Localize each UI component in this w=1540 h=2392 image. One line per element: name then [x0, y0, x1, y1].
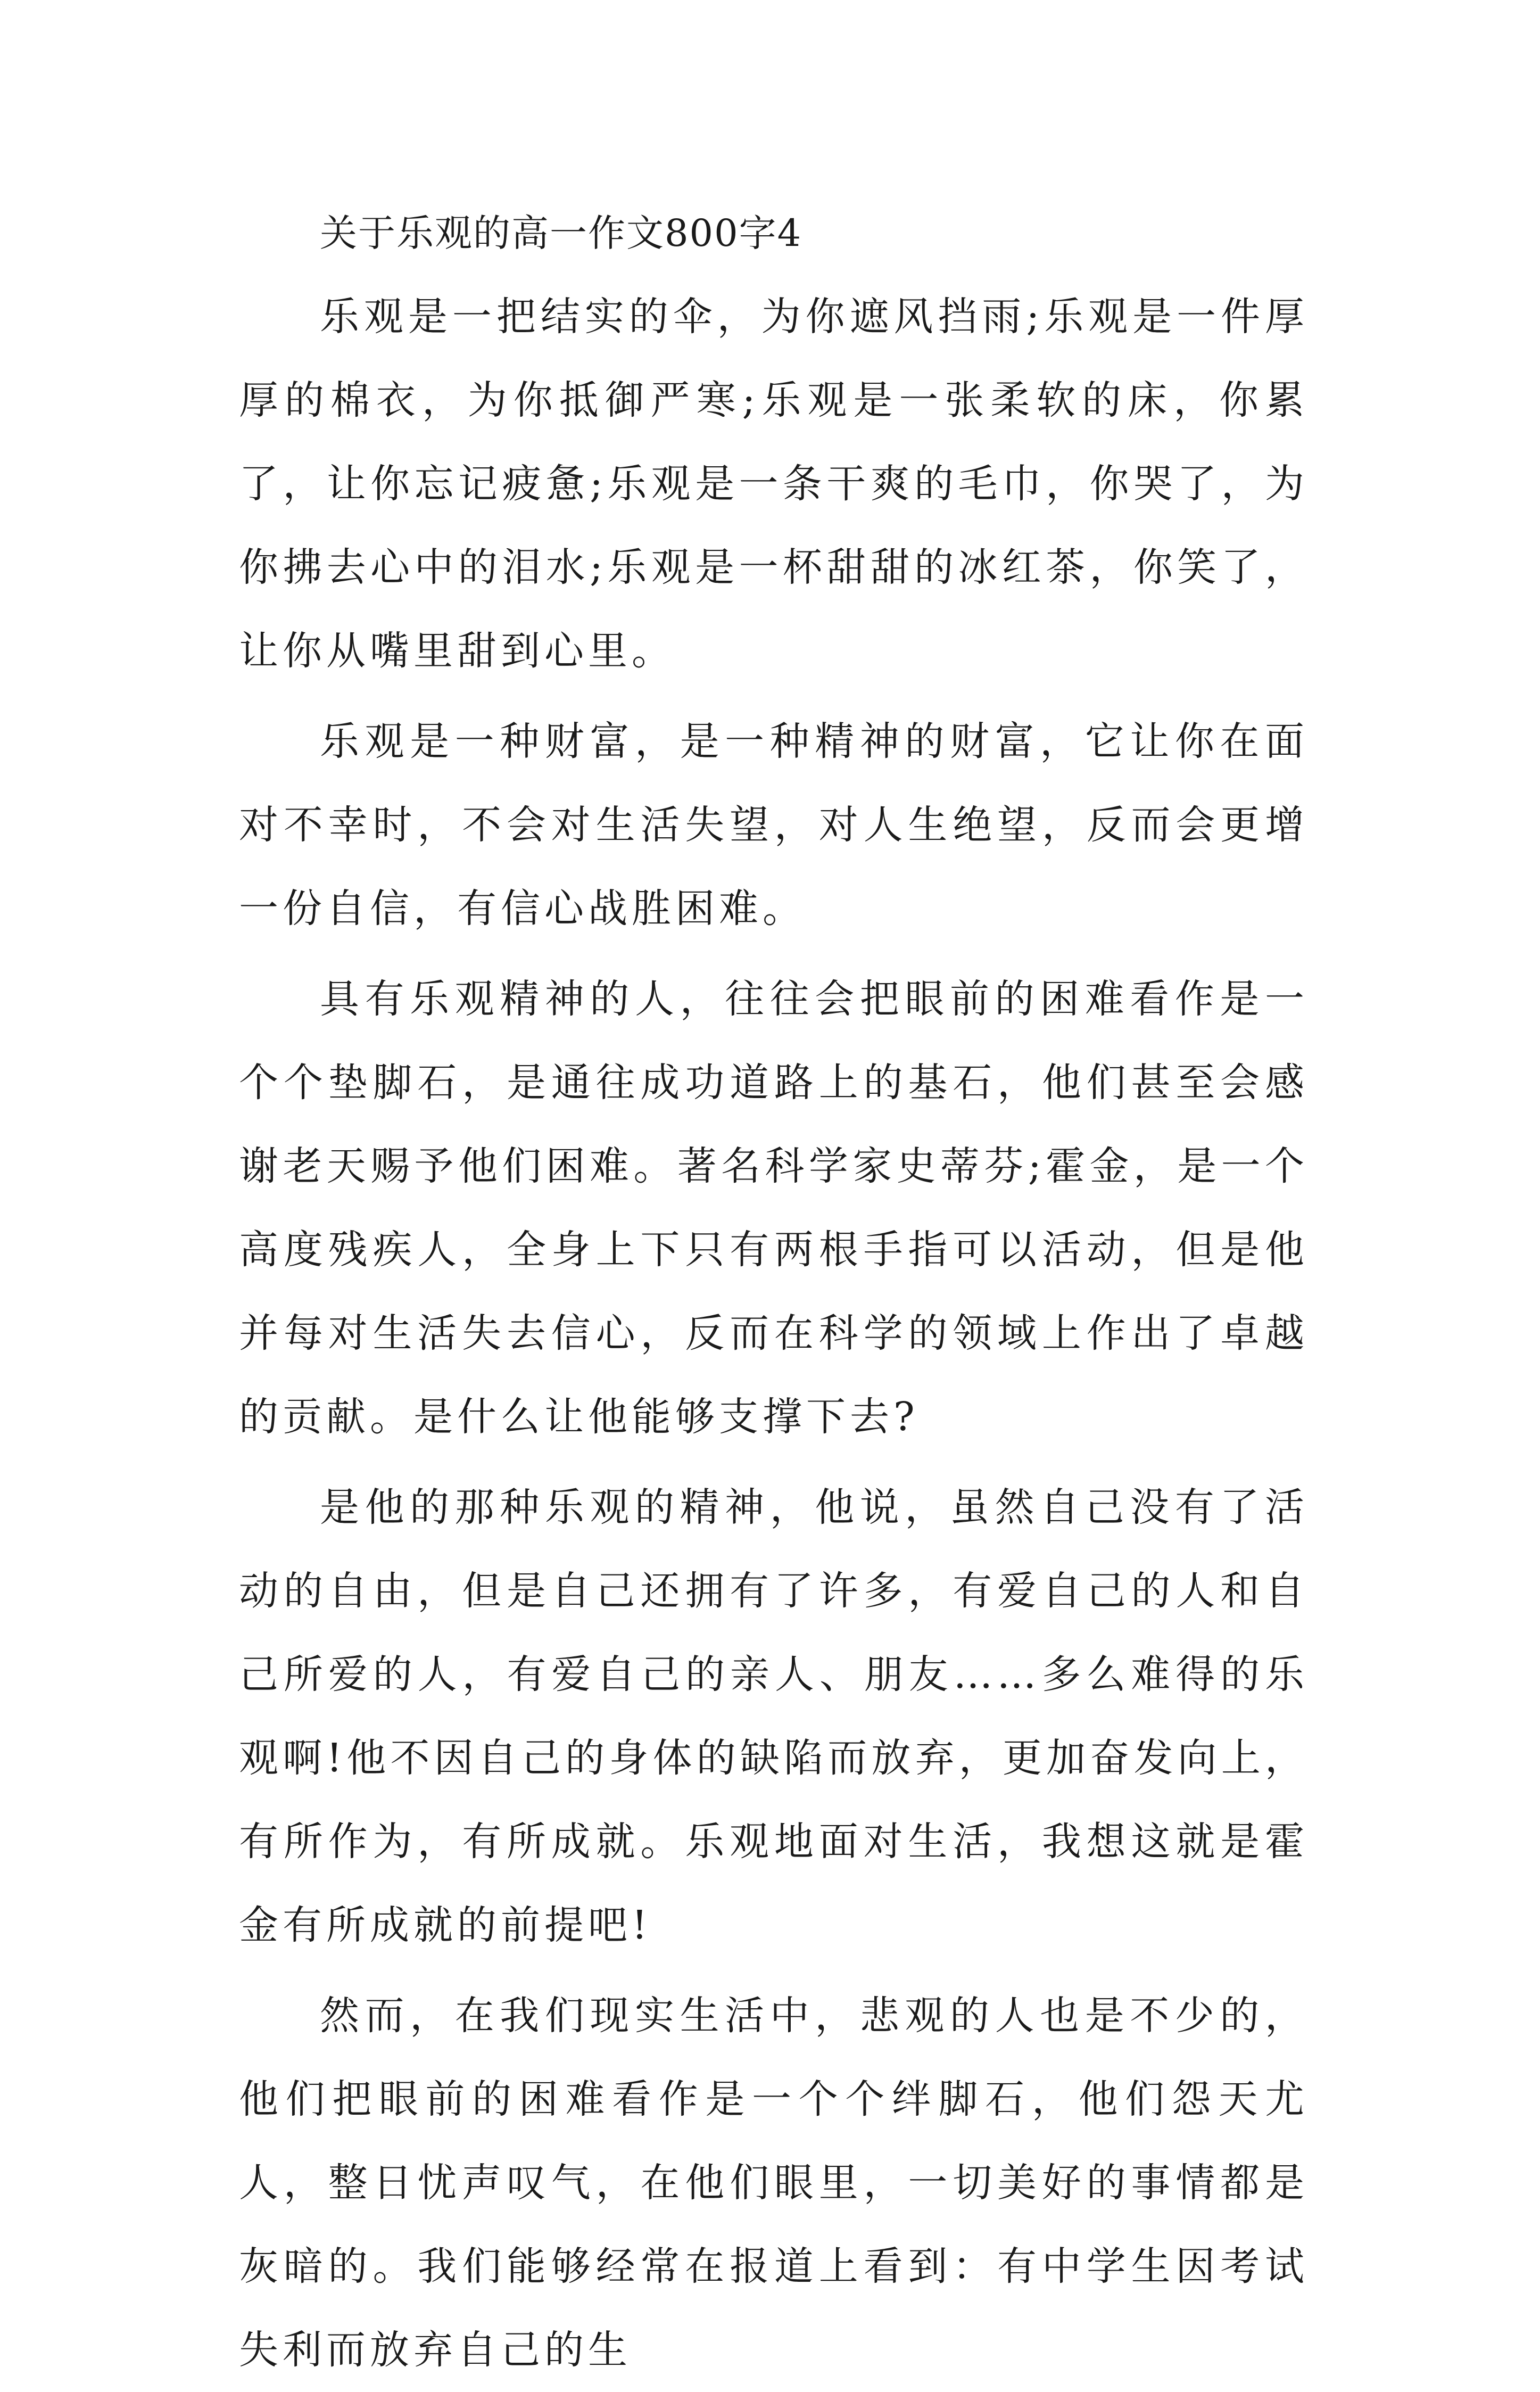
document-title: 关于乐观的高一作文800字4: [320, 211, 802, 255]
paragraph-5: 然而，在我们现实生活中，悲观的人也是不少的，他们把眼前的困难看作是一个个绊脚石，他们怨天尤人，整日忧声叹气，在他们眼里，一切美好的事情都是灰暗的。我们能够经常在报道上看到：有中学生因考试失利而放弃自己的生: [239, 1993, 1309, 2373]
paragraph-4: 是他的那种乐观的精神，他说，虽然自己没有了活动的自由，但是自己还拥有了许多，有爱自己的人和自己所爱的人，有爱自己的亲人、朋友……多么难得的乐观啊!他不因自己的身体的缺陷而放弃，更加奋发向上，有所作为，有所成就。乐观地面对生活，我想这就是霍金有所成就的前提吧!: [239, 1484, 1309, 1948]
paragraph-2: 乐观是一种财富，是一种精神的财富，它让你在面对不幸时，不会对生活失望，对人生绝望，反而会更增一份自信，有信心战胜困难。: [239, 719, 1309, 931]
paragraph-1: 乐观是一把结实的伞，为你遮风挡雨;乐观是一件厚厚的棉衣，为你抵御严寒;乐观是一张柔软的床，你累了，让你忘记疲惫;乐观是一条干爽的毛巾，你哭了，为你拂去心中的泪水;乐观是一杯甜甜的冰红茶，你笑了，让你从嘴里甜到心里。: [239, 294, 1309, 674]
paragraph-3: 具有乐观精神的人，往往会把眼前的困难看作是一个个垫脚石，是通往成功道路上的基石，他们甚至会感谢老天赐予他们困难。著名科学家史蒂芬;霍金，是一个高度残疾人，全身上下只有两根手指可以活动，但是他并每对生活失去信心，反而在科学的领域上作出了卓越的贡献。是什么让他能够支撑下去?: [239, 976, 1309, 1440]
document-body: [239, 192, 1309, 2392]
